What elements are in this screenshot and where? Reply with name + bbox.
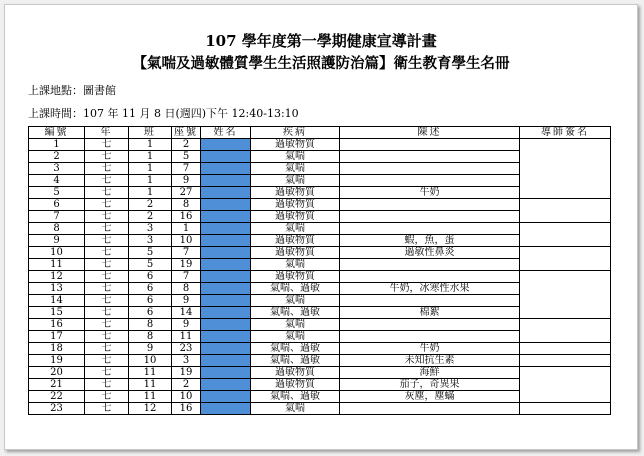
header-grade: 年 [85, 127, 129, 139]
document-subtitle: 【氣喘及過敏體質學生生活照護防治篇】衛生教育學生名冊 [132, 55, 510, 72]
cell-seat: 7 [172, 163, 201, 175]
cell-disease: 氣喘 [251, 223, 340, 235]
cell-class: 2 [129, 199, 172, 211]
cell-disease: 過敏物質 [251, 271, 340, 283]
cell-name-redacted [201, 307, 251, 319]
cell-disease: 過敏物質 [251, 139, 340, 151]
table-row [29, 223, 611, 235]
cell-name-redacted [201, 139, 251, 151]
cell-disease: 氣喘、過敏 [251, 355, 340, 367]
cell-class: 11 [129, 391, 172, 403]
cell-seat: 9 [172, 319, 201, 331]
cell-grade: 七 [85, 235, 129, 247]
cell-description: 牛奶 [340, 187, 520, 199]
cell-description [340, 319, 520, 331]
table-header-row [29, 127, 611, 139]
cell-description [340, 175, 520, 187]
cell-name-redacted [201, 259, 251, 271]
cell-no: 21 [29, 379, 85, 391]
cell-seat: 19 [172, 367, 201, 379]
cell-grade: 七 [85, 247, 129, 259]
header-class: 班 [129, 127, 172, 139]
cell-seat: 9 [172, 175, 201, 187]
cell-name-redacted [201, 283, 251, 295]
cell-seat: 3 [172, 355, 201, 367]
header-disease: 疾病 [251, 127, 340, 139]
cell-class: 6 [129, 295, 172, 307]
cell-no: 18 [29, 343, 85, 355]
cell-teacher-signature [520, 403, 611, 415]
cell-grade: 七 [85, 355, 129, 367]
cell-seat: 16 [172, 211, 201, 223]
cell-description [340, 199, 520, 211]
cell-seat: 8 [172, 199, 201, 211]
cell-class: 3 [129, 223, 172, 235]
cell-class: 1 [129, 151, 172, 163]
cell-disease: 氣喘 [251, 331, 340, 343]
cell-disease: 過敏物質 [251, 247, 340, 259]
cell-description [340, 139, 520, 151]
cell-no: 20 [29, 367, 85, 379]
cell-name-redacted [201, 247, 251, 259]
cell-description [340, 403, 520, 415]
cell-disease: 氣喘 [251, 163, 340, 175]
cell-no: 17 [29, 331, 85, 343]
cell-name-redacted [201, 343, 251, 355]
cell-no: 1 [29, 139, 85, 151]
cell-teacher-signature [520, 247, 611, 271]
cell-disease: 氣喘 [251, 259, 340, 271]
cell-class: 9 [129, 343, 172, 355]
cell-seat: 9 [172, 295, 201, 307]
cell-grade: 七 [85, 391, 129, 403]
cell-grade: 七 [85, 259, 129, 271]
cell-no: 14 [29, 295, 85, 307]
cell-grade: 七 [85, 199, 129, 211]
cell-no: 6 [29, 199, 85, 211]
cell-seat: 11 [172, 331, 201, 343]
cell-grade: 七 [85, 319, 129, 331]
cell-seat: 19 [172, 259, 201, 271]
cell-class: 10 [129, 355, 172, 367]
cell-name-redacted [201, 151, 251, 163]
table-row [29, 139, 611, 151]
header-seat: 座號 [172, 127, 201, 139]
cell-description [340, 295, 520, 307]
table-row [29, 199, 611, 211]
table-row [29, 271, 611, 283]
class-location [28, 84, 116, 98]
cell-name-redacted [201, 403, 251, 415]
cell-no: 7 [29, 211, 85, 223]
cell-grade: 七 [85, 271, 129, 283]
cell-no: 19 [29, 355, 85, 367]
cell-description: 海鮮 [340, 367, 520, 379]
cell-grade: 七 [85, 187, 129, 199]
cell-disease: 氣喘、過敏 [251, 391, 340, 403]
cell-class: 6 [129, 283, 172, 295]
cell-seat: 5 [172, 151, 201, 163]
document-page [4, 4, 638, 450]
cell-no: 13 [29, 283, 85, 295]
cell-name-redacted [201, 211, 251, 223]
document-title: 107 學年度第一學期健康宣導計畫 [205, 32, 437, 50]
header-teacher-signature: 導師簽名 [520, 127, 611, 139]
time-label: 上課時間： [28, 107, 83, 120]
cell-no: 5 [29, 187, 85, 199]
cell-no: 10 [29, 247, 85, 259]
cell-teacher-signature [520, 199, 611, 223]
cell-no: 12 [29, 271, 85, 283]
cell-no: 15 [29, 307, 85, 319]
student-roster-table [28, 126, 611, 415]
location-label: 上課地點： [28, 84, 83, 97]
cell-grade: 七 [85, 223, 129, 235]
cell-no: 9 [29, 235, 85, 247]
cell-disease: 過敏物質 [251, 211, 340, 223]
cell-seat: 2 [172, 139, 201, 151]
table-row [29, 403, 611, 415]
cell-class: 8 [129, 319, 172, 331]
cell-class: 5 [129, 247, 172, 259]
cell-description [340, 271, 520, 283]
cell-class: 2 [129, 211, 172, 223]
time-value: 107 年 11 月 8 日(週四)下午 12:40-13:10 [83, 107, 299, 120]
cell-name-redacted [201, 187, 251, 199]
header-description: 陳述 [340, 127, 520, 139]
cell-no: 16 [29, 319, 85, 331]
cell-description [340, 331, 520, 343]
cell-class: 6 [129, 307, 172, 319]
cell-description: 茄子，奇異果 [340, 379, 520, 391]
cell-seat: 8 [172, 283, 201, 295]
cell-disease: 過敏物質 [251, 367, 340, 379]
cell-grade: 七 [85, 211, 129, 223]
cell-description: 棉絮 [340, 307, 520, 319]
cell-grade: 七 [85, 163, 129, 175]
table-row [29, 319, 611, 331]
cell-disease: 氣喘、過敏 [251, 283, 340, 295]
cell-no: 11 [29, 259, 85, 271]
cell-grade: 七 [85, 379, 129, 391]
cell-description [340, 211, 520, 223]
cell-seat: 2 [172, 379, 201, 391]
cell-disease: 過敏物質 [251, 187, 340, 199]
cell-disease: 氣喘 [251, 295, 340, 307]
cell-class: 8 [129, 331, 172, 343]
cell-class: 6 [129, 271, 172, 283]
cell-name-redacted [201, 295, 251, 307]
cell-no: 3 [29, 163, 85, 175]
cell-name-redacted [201, 391, 251, 403]
cell-disease: 氣喘 [251, 175, 340, 187]
table-row [29, 355, 611, 367]
cell-teacher-signature [520, 319, 611, 343]
cell-seat: 1 [172, 223, 201, 235]
cell-name-redacted [201, 319, 251, 331]
cell-name-redacted [201, 331, 251, 343]
cell-grade: 七 [85, 295, 129, 307]
cell-grade: 七 [85, 139, 129, 151]
cell-grade: 七 [85, 151, 129, 163]
cell-seat: 14 [172, 307, 201, 319]
table-row [29, 247, 611, 259]
cell-description: 過敏性鼻炎 [340, 247, 520, 259]
cell-grade: 七 [85, 175, 129, 187]
cell-teacher-signature [520, 343, 611, 355]
cell-teacher-signature [520, 367, 611, 403]
location-value: 圖書館 [83, 84, 116, 97]
cell-description: 灰塵，塵蟎 [340, 391, 520, 403]
table-row [29, 367, 611, 379]
cell-seat: 10 [172, 391, 201, 403]
header-name: 姓名 [201, 127, 251, 139]
cell-description [340, 223, 520, 235]
cell-teacher-signature [520, 223, 611, 247]
cell-disease: 氣喘 [251, 319, 340, 331]
cell-class: 1 [129, 175, 172, 187]
cell-teacher-signature [520, 355, 611, 367]
cell-grade: 七 [85, 343, 129, 355]
cell-disease: 過敏物質 [251, 379, 340, 391]
class-time [28, 107, 299, 121]
cell-description [340, 151, 520, 163]
cell-seat: 7 [172, 271, 201, 283]
cell-description: 未知抗生素 [340, 355, 520, 367]
cell-description [340, 163, 520, 175]
cell-grade: 七 [85, 331, 129, 343]
cell-class: 11 [129, 379, 172, 391]
cell-no: 8 [29, 223, 85, 235]
cell-grade: 七 [85, 367, 129, 379]
cell-name-redacted [201, 175, 251, 187]
cell-class: 1 [129, 139, 172, 151]
cell-class: 1 [129, 163, 172, 175]
cell-seat: 23 [172, 343, 201, 355]
cell-name-redacted [201, 163, 251, 175]
cell-name-redacted [201, 235, 251, 247]
cell-grade: 七 [85, 307, 129, 319]
cell-disease: 過敏物質 [251, 199, 340, 211]
cell-grade: 七 [85, 283, 129, 295]
cell-name-redacted [201, 223, 251, 235]
cell-name-redacted [201, 379, 251, 391]
cell-disease: 氣喘 [251, 403, 340, 415]
cell-no: 2 [29, 151, 85, 163]
cell-no: 4 [29, 175, 85, 187]
cell-name-redacted [201, 367, 251, 379]
cell-description [340, 259, 520, 271]
cell-disease: 過敏物質 [251, 235, 340, 247]
cell-no: 23 [29, 403, 85, 415]
cell-teacher-signature [520, 139, 611, 199]
cell-description: 牛奶 [340, 343, 520, 355]
cell-name-redacted [201, 199, 251, 211]
cell-seat: 16 [172, 403, 201, 415]
cell-description: 蝦，魚，蛋 [340, 235, 520, 247]
cell-class: 5 [129, 259, 172, 271]
cell-grade: 七 [85, 403, 129, 415]
cell-class: 12 [129, 403, 172, 415]
header-no: 編號 [29, 127, 85, 139]
cell-no: 22 [29, 391, 85, 403]
cell-description: 牛奶，冰寒性水果 [340, 283, 520, 295]
cell-disease: 氣喘、過敏 [251, 307, 340, 319]
cell-disease: 氣喘、過敏 [251, 343, 340, 355]
cell-disease: 氣喘 [251, 151, 340, 163]
cell-name-redacted [201, 355, 251, 367]
cell-seat: 27 [172, 187, 201, 199]
cell-class: 3 [129, 235, 172, 247]
table-row [29, 343, 611, 355]
cell-class: 1 [129, 187, 172, 199]
cell-seat: 7 [172, 247, 201, 259]
cell-teacher-signature [520, 271, 611, 319]
cell-name-redacted [201, 271, 251, 283]
cell-seat: 10 [172, 235, 201, 247]
roster-body [29, 139, 611, 415]
cell-class: 11 [129, 367, 172, 379]
